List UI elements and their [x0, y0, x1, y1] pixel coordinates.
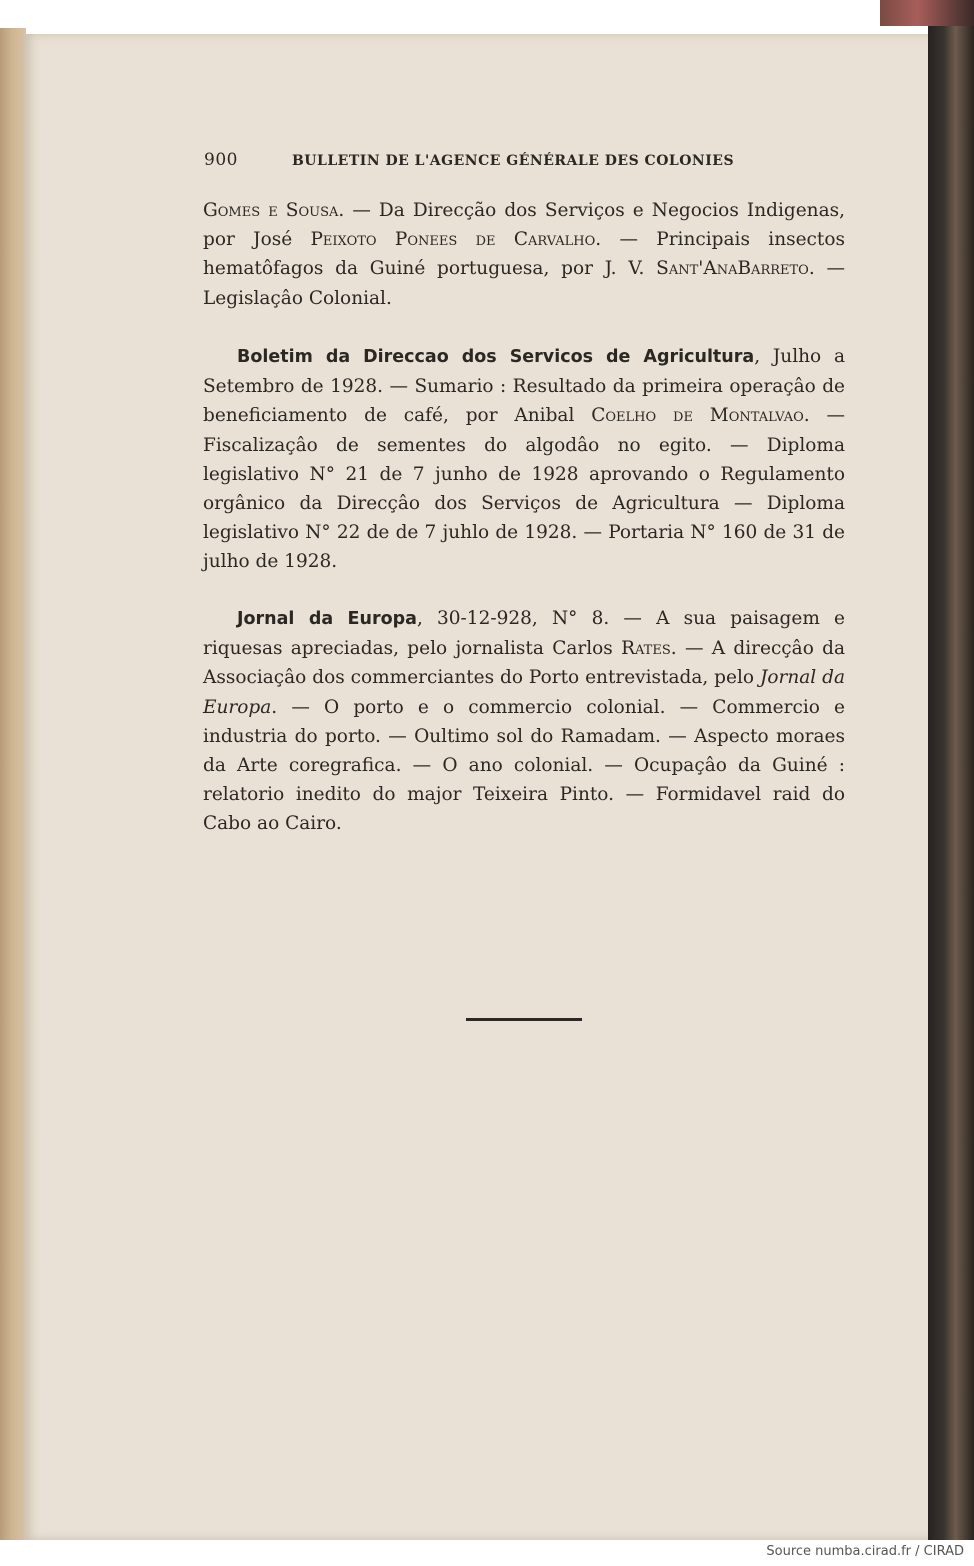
- entry-text: . — O porto e o commercio colonial. — Commercio e industria do porto. — Oultimo sol do Ramadam. — Aspecto moraes da Arte coregrafica. — O ano colonial. — Ocupaçâo da Guiné : relatorio inedito do major Teixeira Pinto. — Formidavel raid do Cabo ao Cairo.: [203, 696, 845, 835]
- entry-text: . — A direcçâo da Associaçâo dos commerciantes do Porto entrevistada, pelo: [203, 638, 846, 689]
- entry-boletim-agricultura: [203, 342, 845, 577]
- entry-text: , 30-12-928, N° 8. — A sua paisagem e riquesas apreciadas, pelo jornalista Carlos: [203, 608, 845, 660]
- author-name: Sant'AnaBarreto: [656, 258, 809, 280]
- entry-text: . — Principais insectos hematôfagos da Guiné portuguesa, por J. V.: [203, 229, 845, 280]
- entry-jornal-europa: [203, 604, 845, 839]
- entry-text: . — Da Direcção dos Serviços e Negocios Indigenas, por José: [203, 200, 845, 251]
- entry-text: . — Legislaçâo Colonial.: [203, 258, 846, 309]
- entry-continuation: [203, 196, 845, 313]
- author-name: Peixoto Ponees de Carvalho: [310, 229, 596, 251]
- book-page-edges: [0, 28, 26, 1540]
- entry-paragraph: [203, 196, 845, 313]
- entry-text: , Julho a Setembro de 1928. — Sumario : Resultado da primeira operaçâo de beneficiamento de café, por Anibal: [203, 346, 845, 427]
- author-name: Coelho de Montalvao: [591, 405, 804, 427]
- entry-paragraph: [203, 604, 845, 839]
- publication-title: Boletim da Direccao dos Servicos de Agricultura: [237, 347, 755, 367]
- source-credit: Source numba.cirad.fr / CIRAD: [766, 1544, 964, 1559]
- page-number: 900: [204, 150, 238, 170]
- section-end-rule: [466, 1018, 582, 1021]
- running-title: BULLETIN DE L'AGENCE GÉNÉRALE DES COLONIES: [291, 153, 735, 169]
- publication-title: Jornal da Europa: [237, 609, 417, 629]
- running-header: [204, 150, 844, 170]
- book-binding-edge: [928, 18, 974, 1540]
- entry-paragraph: [203, 342, 845, 577]
- author-name: Gomes e Sousa: [203, 200, 339, 221]
- entry-text: . — Fiscalizaçâo de sementes do algodâo no egito. — Diploma legislativo N° 21 de 7 junho de 1928 aprovando o Regulamento orgânico da Direcçâo dos Serviços de Agricultura — Diploma legislativo N° 22 de de 7 juhlo de 1928. — Portaria N° 160 de 31 de julho de 1928.: [203, 405, 846, 573]
- author-name: Rates: [621, 638, 671, 660]
- book-cover-corner: [880, 0, 974, 26]
- publication-reference: Jornal da Europa: [203, 667, 846, 718]
